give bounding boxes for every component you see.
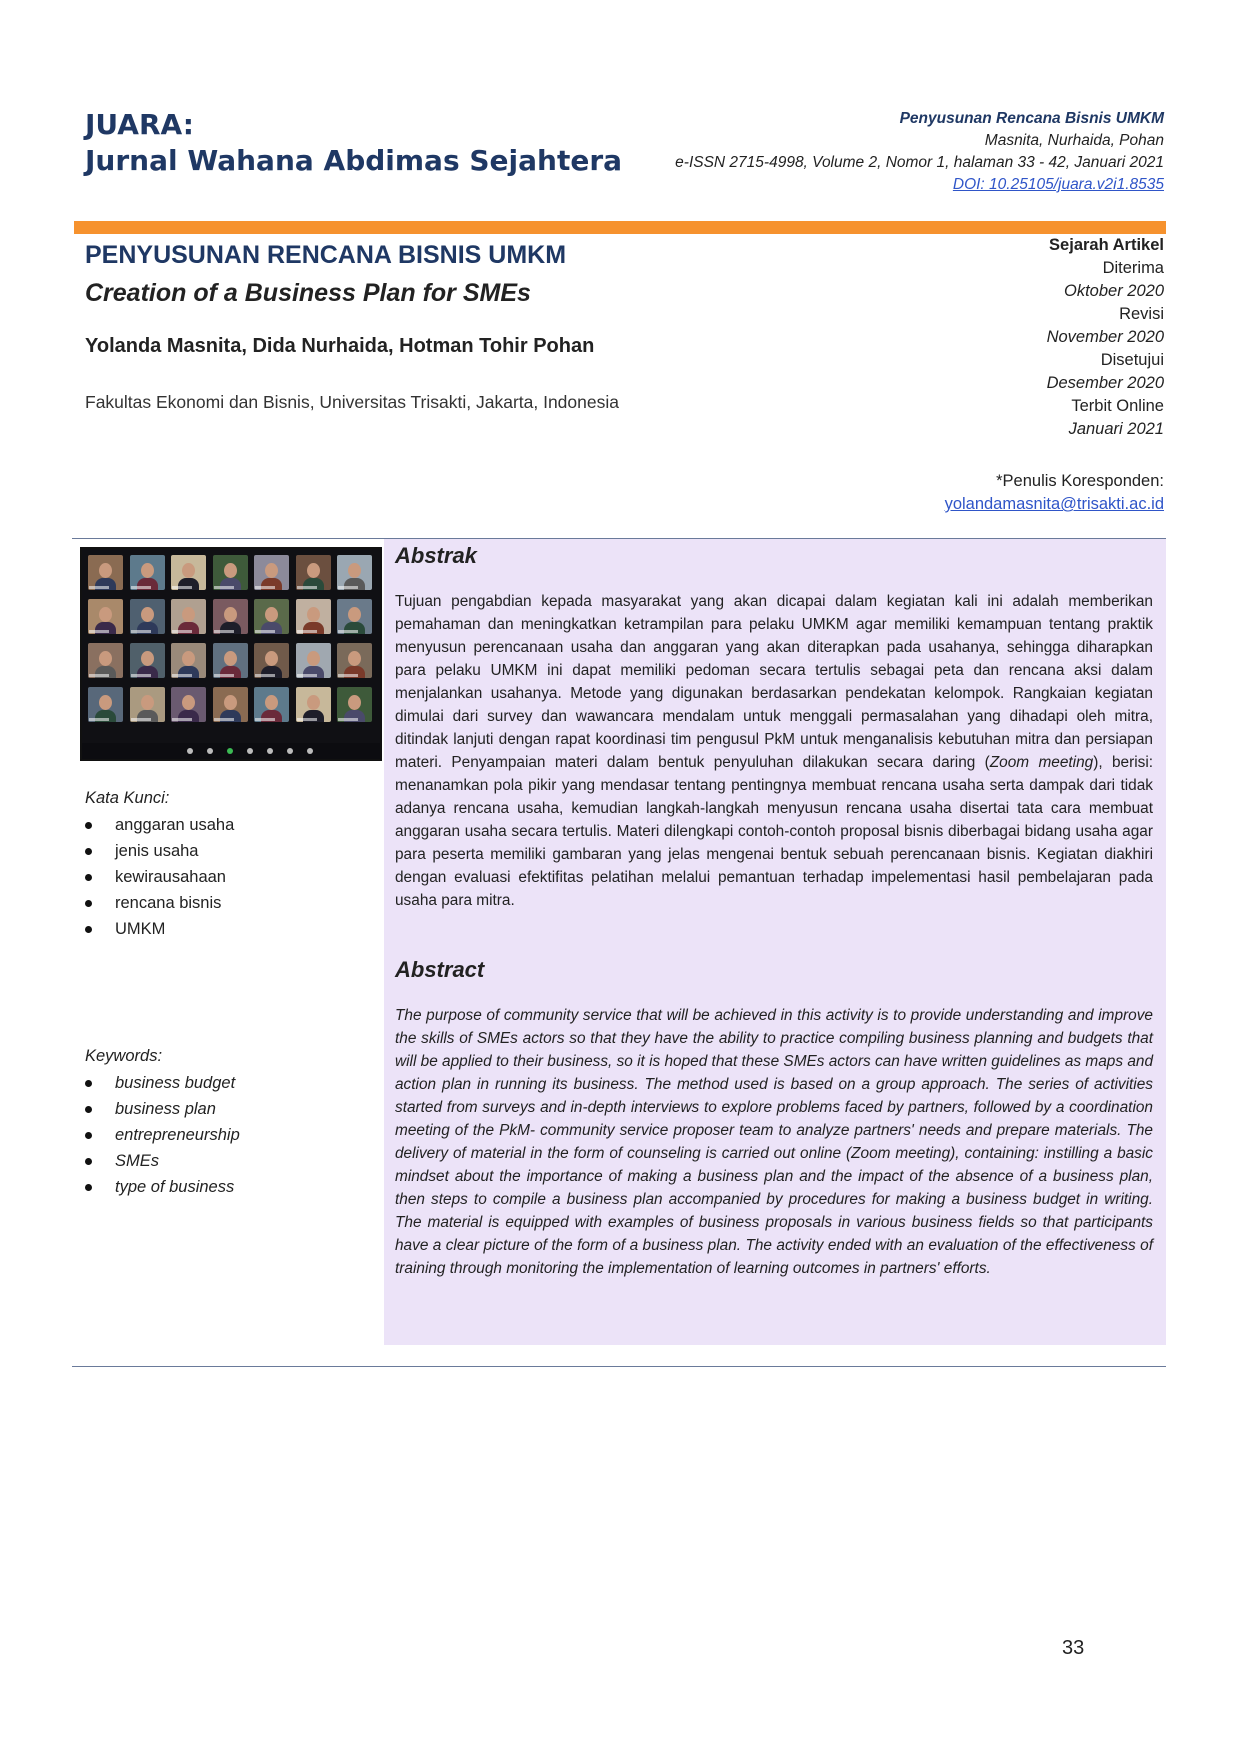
participant-tile <box>171 599 206 634</box>
article-title-indonesian: PENYUSUNAN RENCANA BISNIS UMKM <box>85 241 567 269</box>
keyword-item: SMEs <box>85 1148 240 1174</box>
toolbar-control-icon <box>227 748 233 754</box>
article-history <box>1047 234 1164 441</box>
keywords-indonesian <box>85 789 234 942</box>
participant-tile <box>88 643 123 678</box>
toolbar-control-icon <box>187 748 193 754</box>
abstrak-text-part1: Tujuan pengabdian kepada masyarakat yang akan dicapai dalam kegiatan kali ini adalah memberikan pemahaman dan meningkatkan ketrampilan para pelaku UMKM agar memiliki kemampuan tentang praktik menyusun perencanaan usaha dan anggaran yang akan diterapkan pada usahanya, sehingga diharapkan para pelaku UMKM ini dapat memiliki pedoman secara tertulis sebagai peta dan rencana aksi dalam menjalankan usahanya. Metode yang digunakan berdasarkan pendekatan kelompok. Rangkaian kegiatan dimulai dari survey dan wawancara mendalam untuk menggali permasalahan yang dihadapi oleh mitra, ditindak lanjuti dengan rapat koordinasi tim pengusul PkM untuk menganalisis kebutuhan mitra dan persiapan materi. Penyampaian materi dalam bentuk penyuluhan dilakukan secara daring ( <box>395 593 1153 771</box>
abstrak-body <box>395 590 1153 912</box>
video-conference-photo <box>80 547 382 761</box>
page-number: 33 <box>1062 1637 1085 1659</box>
participant-tile <box>296 599 331 634</box>
abstrak-heading: Abstrak <box>395 543 477 568</box>
participant-tile <box>171 555 206 590</box>
participant-tile <box>130 599 165 634</box>
participant-tile <box>130 555 165 590</box>
keywords-english-list <box>85 1070 240 1200</box>
accepted-date: Desember 2020 <box>1046 374 1164 392</box>
participant-tile <box>213 643 248 678</box>
journal-title <box>85 107 622 179</box>
participant-tile <box>337 555 372 590</box>
participant-tile <box>213 555 248 590</box>
toolbar-control-icon <box>267 748 273 754</box>
toolbar-control-icon <box>287 748 293 754</box>
participant-tile <box>296 687 331 722</box>
toolbar-control-icon <box>307 748 313 754</box>
abstract-heading: Abstract <box>395 957 485 982</box>
running-header <box>675 108 1164 196</box>
keyword-item: business budget <box>85 1070 240 1096</box>
corresponding-email-link[interactable]: yolandamasnita@trisakti.ac.id <box>944 495 1164 513</box>
toolbar-control-icon <box>207 748 213 754</box>
running-authors: Masnita, Nurhaida, Pohan <box>984 132 1164 149</box>
participant-tile <box>213 599 248 634</box>
participant-tile <box>296 555 331 590</box>
keyword-item: anggaran usaha <box>85 812 234 838</box>
participant-tile <box>337 599 372 634</box>
author-list: Yolanda Masnita, Dida Nurhaida, Hotman Tohir Pohan <box>85 335 595 357</box>
participant-tile <box>171 687 206 722</box>
participant-tile <box>296 643 331 678</box>
affiliation: Fakultas Ekonomi dan Bisnis, Universitas Trisakti, Jakarta, Indonesia <box>85 392 619 412</box>
article-titles <box>85 238 566 310</box>
issn-line: e-ISSN 2715-4998, Volume 2, Nomor 1, halaman 33 - 42, Januari 2021 <box>675 154 1164 171</box>
received-label: Diterima <box>1102 259 1164 277</box>
section-rule-bottom <box>72 1366 1166 1367</box>
participant-tile <box>254 643 289 678</box>
keyword-item: UMKM <box>85 916 234 942</box>
participant-tile <box>130 687 165 722</box>
keyword-item: entrepreneurship <box>85 1122 240 1148</box>
keyword-item: business plan <box>85 1096 240 1122</box>
keywords-indonesian-heading: Kata Kunci: <box>85 789 170 807</box>
online-label: Terbit Online <box>1071 397 1164 415</box>
corresponding-author <box>945 470 1164 516</box>
running-title: Penyusunan Rencana Bisnis UMKM <box>899 110 1164 127</box>
keywords-english-heading: Keywords: <box>85 1047 163 1065</box>
toolbar-control-icon <box>247 748 253 754</box>
participant-tile <box>337 687 372 722</box>
online-date: Januari 2021 <box>1068 420 1164 438</box>
participant-tile <box>88 555 123 590</box>
doi-link[interactable]: DOI: 10.25105/juara.v2i1.8535 <box>952 176 1164 193</box>
participant-tile <box>254 555 289 590</box>
participant-tile <box>337 643 372 678</box>
abstract-body: The purpose of community service that will be achieved in this activity is to provide understanding and improve the skills of SMEs actors so that they have the ability to practice compiling business planning and budgets that will be applied to their business, so it is hoped that these SMEs actors can have written guidelines as maps and action plan in running its business. The method used is based on a group approach. The series of activities started from surveys and in-depth interviews to explore problems faced by partners, followed by a coordination meeting of the PkM- community service proposer team to analyze partners' needs and prepare materials. The delivery of material in the form of counseling is carried out online (Zoom meeting), containing: instilling a basic mindset about the importance of making a business plan and the impact of the absence of a business plan, then steps to compile a business plan accompanied by procedures for making a business budget in writing. The material is equipped with examples of business proposals in various business fields so that participants have a clear picture of the form of a business plan. The activity ended with an evaluation of the effectiveness of training through monitoring the implementation of learning outcomes in partners' efforts. <box>395 1007 1153 1277</box>
participant-tile <box>213 687 248 722</box>
participant-tile <box>88 599 123 634</box>
keyword-item: type of business <box>85 1174 240 1200</box>
keyword-item: rencana bisnis <box>85 890 234 916</box>
abstrak-text-part2: ), berisi: menanamkan pola pikir yang mendasar tentang pentingnya membuat rencana usaha serta dampak dari tidak adanya rencana usaha, kemudian langkah-langkah menyusun rencana usaha disertai tata cara membuat anggaran usaha secara tertulis. Materi dilengkapi contoh-contoh proposal bisnis diberbagai bidang usaha agar para peserta memiliki gambaran yang jelas mengenai bentuk sebuah perencanaan bisnis. Kegiatan diakhiri dengan evaluasi efektifitas pelatihan melalui pemantuan terhadap impelementasi hasil pembelajaran pada usaha para mitra. <box>395 754 1154 909</box>
participant-tile <box>254 599 289 634</box>
journal-name-line1: JUARA: <box>85 108 194 141</box>
participant-tile <box>171 643 206 678</box>
abstrak-text-italic: Zoom meeting <box>989 754 1094 771</box>
keywords-indonesian-list <box>85 812 234 942</box>
received-date: Oktober 2020 <box>1064 282 1164 300</box>
keyword-item: jenis usaha <box>85 838 234 864</box>
participant-tile <box>254 687 289 722</box>
meeting-toolbar <box>82 743 380 759</box>
accepted-label: Disetujui <box>1100 351 1164 369</box>
history-heading: Sejarah Artikel <box>1049 236 1164 254</box>
participant-tile <box>130 643 165 678</box>
revised-label: Revisi <box>1119 305 1164 323</box>
article-title-english: Creation of a Business Plan for SMEs <box>85 279 531 307</box>
journal-name-line2: Jurnal Wahana Abdimas Sejahtera <box>85 144 623 177</box>
corresponding-label: *Penulis Koresponden: <box>996 472 1164 490</box>
participant-tile <box>88 687 123 722</box>
header-divider-bar <box>74 221 1166 234</box>
keywords-english <box>85 1047 240 1200</box>
revised-date: November 2020 <box>1046 328 1164 346</box>
keyword-item: kewirausahaan <box>85 864 234 890</box>
